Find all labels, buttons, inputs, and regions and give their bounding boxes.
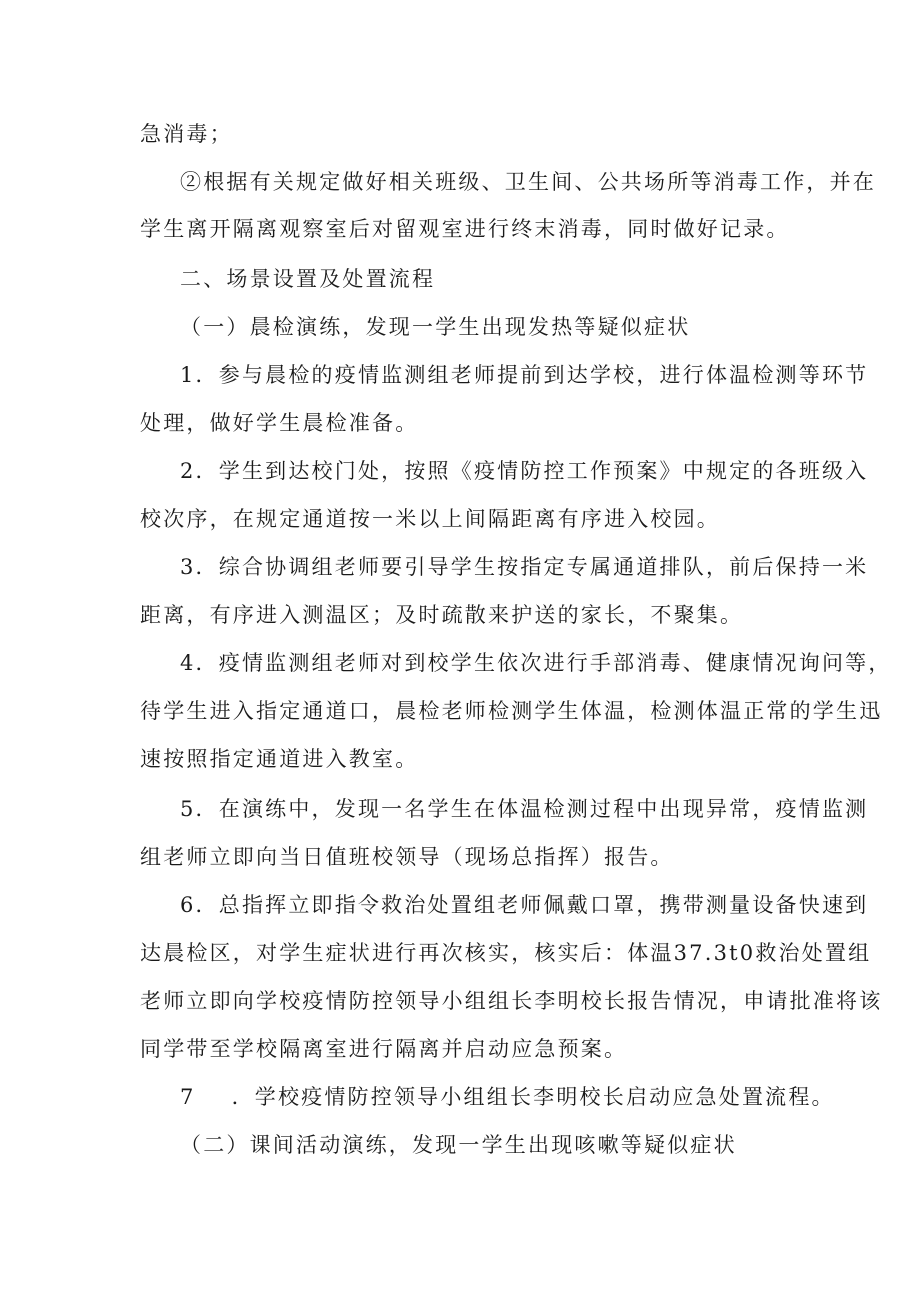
text-line: 校次序，在规定通道按一米以上间隔距离有序进入校园。: [140, 507, 720, 531]
text-line: 3．综合协调组老师要引导学生按指定专属通道排队，前后保持一米: [180, 555, 869, 579]
text-line: 组老师立即向当日值班校领导（现场总指挥）报告。: [140, 845, 674, 869]
text-line: 达晨检区，对学生症状进行再次核实，核实后：体温37.3t0救治处置组: [140, 941, 872, 965]
text-line: [180, 1083, 835, 1111]
text-line: 4．疫情监测组老师对到校学生依次进行手部消毒、健康情况询问等，: [180, 651, 892, 675]
section-heading: 二、场景设置及处置流程: [180, 267, 436, 291]
text-line: 同学带至学校隔离室进行隔离并启动应急预案。: [140, 1037, 628, 1061]
subsection-heading: （一）晨检演练，发现一学生出现发热等疑似症状: [180, 315, 691, 339]
text-line: 距离，有序进入测温区；及时疏散来护送的家长，不聚集。: [140, 603, 744, 627]
text-line: 老师立即向学校疫情防控领导小组组长李明校长报告情况，申请批准将该: [140, 989, 883, 1013]
text-line: 学生离开隔离观察室后对留观室进行终末消毒，同时做好记录。: [140, 217, 790, 241]
subsection-heading: （二）课间活动演练，发现一学生出现咳嗽等疑似症状: [180, 1133, 737, 1157]
text-line: 速按照指定通道进入教室。: [140, 747, 419, 771]
text-line: ②根据有关规定做好相关班级、卫生间、公共场所等消毒工作，并在: [180, 170, 876, 194]
text-line: 6．总指挥立即指令救治处置组老师佩戴口罩，携带测量设备快速到: [180, 893, 869, 917]
text-line: 待学生进入指定通道口，晨检老师检测学生体温，检测体温正常的学生迅: [140, 699, 883, 723]
text-line: 5．在演练中，发现一名学生在体温检测过程中出现异常，疫情监测: [180, 797, 869, 821]
item-text: ．学校疫情防控领导小组组长李明校长启动应急处置流程。: [231, 1085, 835, 1109]
text-line: 1．参与晨检的疫情监测组老师提前到达学校，进行体温检测等环节: [180, 363, 869, 387]
text-line: 处理，做好学生晨检准备。: [140, 411, 419, 435]
text-line: 2．学生到达校门处，按照《疫情防控工作预案》中规定的各班级入: [180, 459, 869, 483]
text-line: 急消毒；: [140, 122, 233, 146]
item-number: 7: [180, 1085, 196, 1109]
